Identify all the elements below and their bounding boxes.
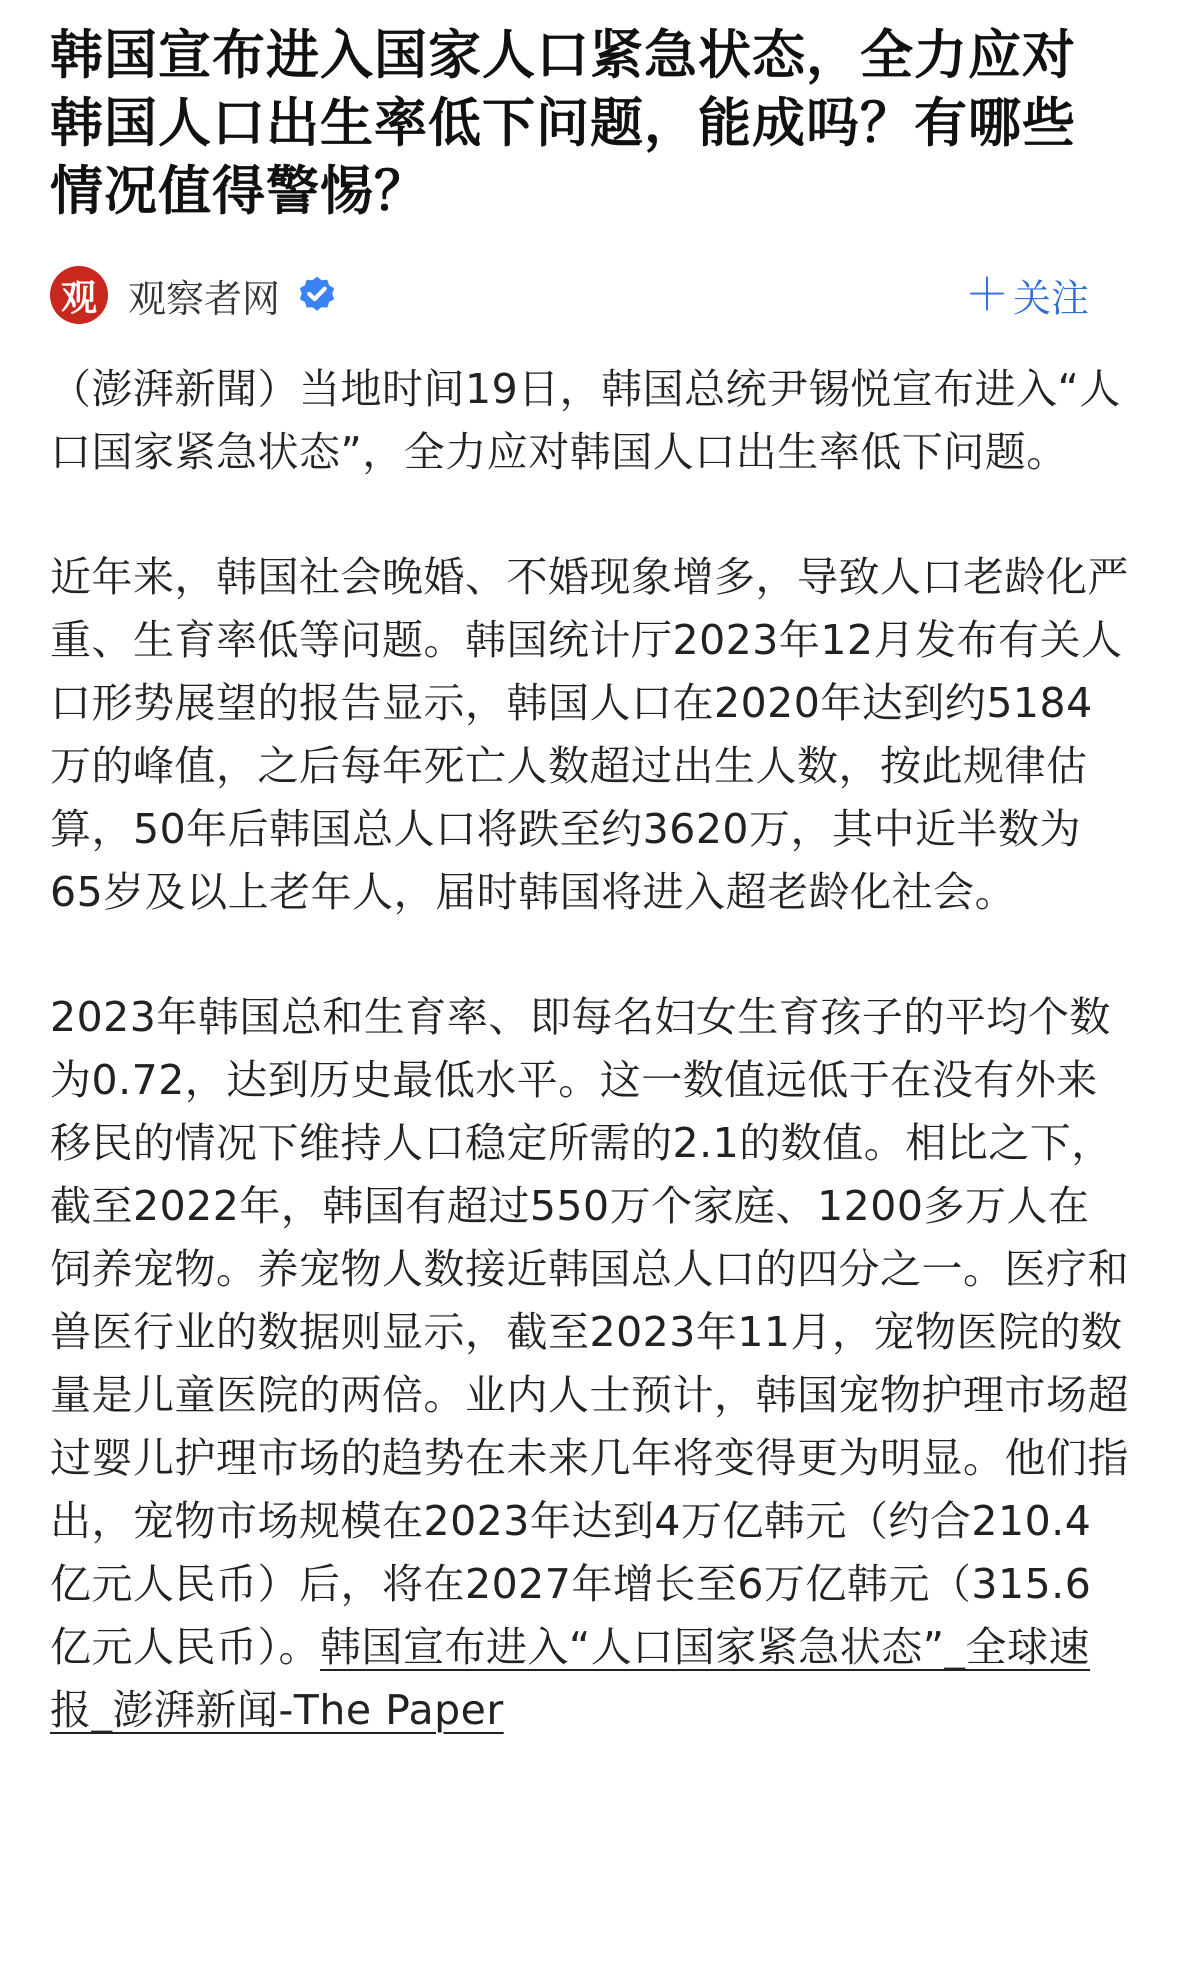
paragraph-3 <box>50 986 1129 1742</box>
author-row <box>50 260 1129 330</box>
paragraph-1: （澎湃新聞）当地时间19日，韩国总统尹锡悦宣布进入“人口国家紧急状态”，全力应对韩国人口出生率低下问题。 <box>50 365 1121 476</box>
avatar-logo-char: 观 <box>60 276 97 319</box>
article-title: 韩国宣布进入国家人口紧急状态，全力应对韩国人口出生率低下问题，能成吗？有哪些情况值得警惕？ <box>50 25 1076 222</box>
author-avatar[interactable] <box>50 266 108 324</box>
verified-badge-icon <box>296 274 338 316</box>
article-body <box>50 358 1129 1742</box>
author-name[interactable]: 观察者网 <box>128 276 281 321</box>
source-link[interactable]: 韩国宣布进入“人口国家紧急状态”_全球速报_澎湃新闻-The Paper <box>50 1623 1090 1734</box>
paragraph-3-text: 2023年韩国总和生育率、即每名妇女生育孩子的平均个数为0.72，达到历史最低水平。这一数值远低于在没有外来移民的情况下维持人口稳定所需的2.1的数值。相比之下，截至2022年，韩国有超过550万个家庭、1200多万人在饲养宠物。养宠物人数接近韩国总人口的四分之一。医疗和兽医行业的数据则显示，截至2023年11月，宠物医院的数量是儿童医院的两倍。业内人士预计，韩国宠物护理市场超过婴儿护理市场的趋势在未来几年将变得更为明显。他们指出，宠物市场规模在2023年达到4万亿韩元（约合210.4亿元人民币）后，将在2027年增长至6万亿韩元（315.6亿元人民币）。 <box>50 993 1129 1671</box>
follow-label: 关注 <box>1012 276 1089 321</box>
follow-button[interactable] <box>965 268 1089 323</box>
plus-icon: ＋ <box>964 269 1009 320</box>
paragraph-2: 近年来，韩国社会晚婚、不婚现象增多，导致人口老龄化严重、生育率低等问题。韩国统计厅2023年12月发布有关人口形势展望的报告显示，韩国人口在2020年达到约5184万的峰值，之后每年死亡人数超过出生人数，按此规律估算，50年后韩国总人口将跌至约3620万，其中近半数为65岁及以上老年人，届时韩国将进入超老龄化社会。 <box>50 553 1129 916</box>
